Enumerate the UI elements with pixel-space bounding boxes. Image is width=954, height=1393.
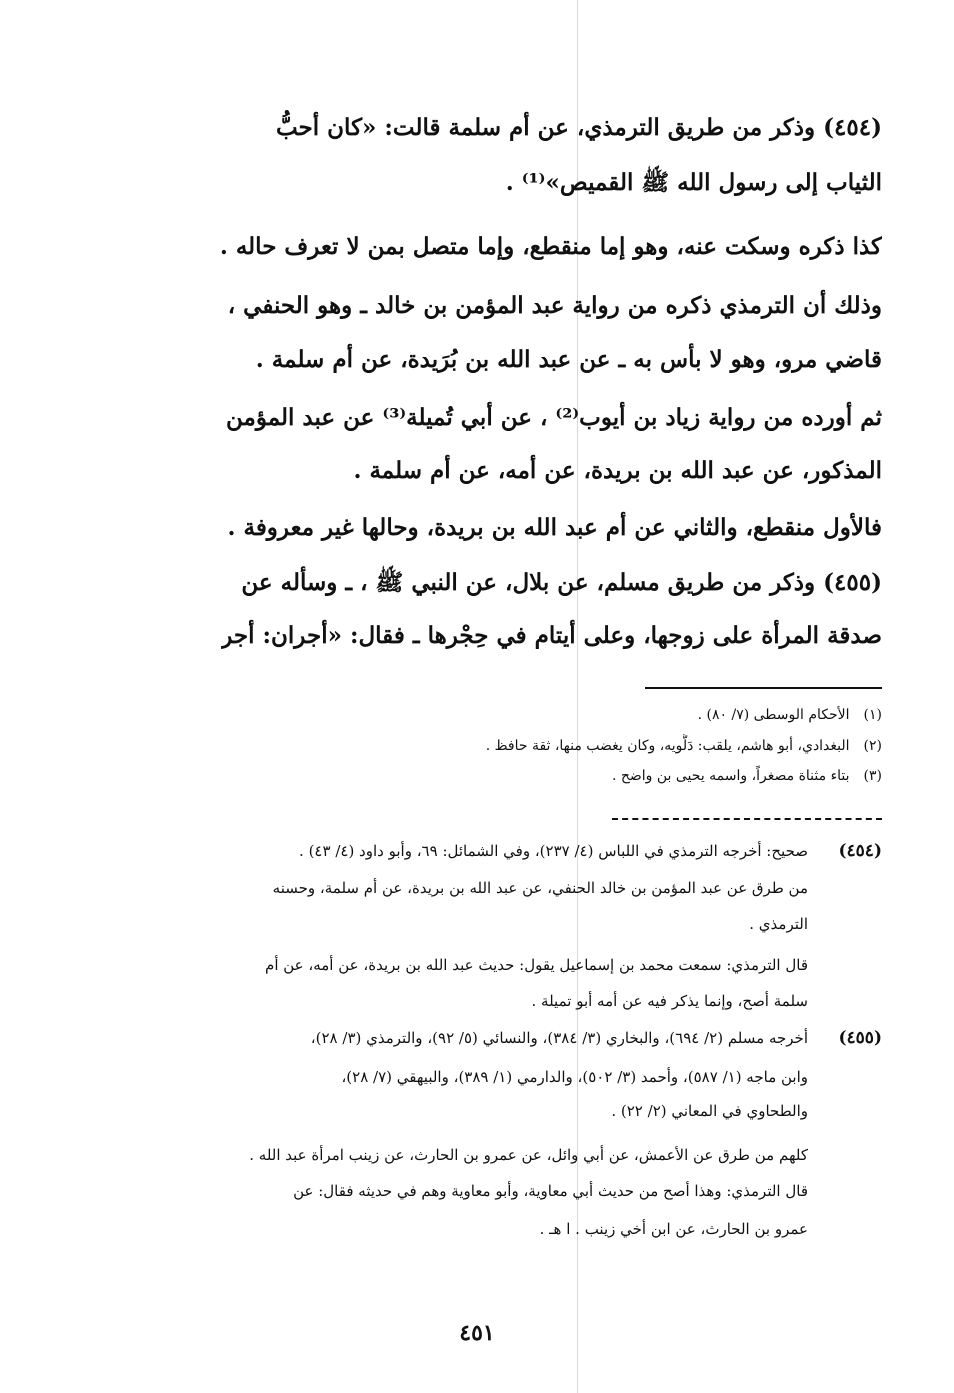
main-text-line: المذكور، عن عبد الله بن بريدة، عن أمه، عن أم سلمة . — [353, 457, 882, 484]
footnote-text: البغدادي، أبو هاشم، يلقب: دَلُّويه، وكان يغضب منها، ثقة حافظ . — [485, 738, 850, 754]
main-text-line: (٤٥٥) وذكر من طريق مسلم، عن بلال، عن النبي ﷺ ، ـ وسأله عن — [241, 569, 882, 596]
main-text-line: الثياب إلى رسول الله ﷺ القميص»⁽¹⁾ . — [505, 169, 882, 196]
page-number: ٤٥١ — [459, 1320, 495, 1346]
main-text-line: فالأول منقطع، والثاني عن أم عبد الله بن بريدة، وحالها غير معروفة . — [227, 514, 882, 541]
main-text-line: قاضي مرو، وهو لا بأس به ـ عن عبد الله بن بُرَيدة، عن أم سلمة . — [255, 346, 882, 373]
takhrij-separator — [612, 818, 882, 820]
takhrij-line: وابن ماجه (١/ ٥٨٧)، وأحمد (٣/ ٥٠٢)، والدارمي (١/ ٣٨٩)، والبيهقي (٧/ ٢٨)، — [341, 1068, 808, 1086]
takhrij-number: (٤٥٥) — [838, 1028, 882, 1048]
takhrij-line: أخرجه مسلم (٢/ ٦٩٤)، والبخاري (٣/ ٣٨٤)، والنسائي (٥/ ٩٢)، والترمذي (٣/ ٢٨)، — [310, 1029, 808, 1047]
footnote — [698, 703, 882, 727]
takhrij-line: الترمذي . — [749, 915, 808, 933]
footnote-number: (٣) — [863, 768, 882, 784]
footnote-number: (٢) — [863, 738, 882, 754]
takhrij-line: قال الترمذي: وهذا أصح من حديث أبي معاوية، وأبو معاوية وهم في حديثه فقال: عن — [293, 1182, 808, 1200]
footnote-text: الأحكام الوسطى (٧/ ٨٠) . — [697, 707, 850, 723]
main-text-line: وذلك أن الترمذي ذكره من رواية عبد المؤمن بن خالد ـ وهو الحنفي ، — [227, 292, 882, 319]
main-text-line: (٤٥٤) وذكر من طريق الترمذي، عن أم سلمة قالت: «كان أحبُّ — [275, 114, 882, 141]
main-text-line: كذا ذكره وسكت عنه، وهو إما منقطع، وإما متصل بمن لا تعرف حاله . — [219, 233, 882, 260]
takhrij-line: والطحاوي في المعاني (٢/ ٢٢) . — [611, 1102, 808, 1120]
takhrij-number: (٤٥٤) — [838, 841, 882, 861]
takhrij-line: عمرو بن الحارث، عن ابن أخي زينب . ا هـ . — [539, 1220, 808, 1238]
footnote — [486, 734, 882, 758]
footnote-separator — [645, 687, 882, 689]
footnote — [612, 764, 882, 788]
takhrij-line: من طرق عن عبد المؤمن بن خالد الحنفي، عن عبد الله بن بريدة، عن أم سلمة، وحسنه — [272, 879, 808, 897]
footnote-number: (١) — [863, 707, 882, 723]
takhrij-line: كلهم من طرق عن الأعمش، عن أبي وائل، عن عمرو بن الحارث، عن زينب امرأة عبد الله . — [249, 1146, 808, 1164]
main-text-line: صدقة المرأة على زوجها، وعلى أيتام في حِجْرها ـ فقال: «أجران: أجر — [221, 622, 882, 649]
footnote-text: بتاء مثناة مصغراً، واسمه يحيى بن واضح . — [611, 768, 850, 784]
takhrij-line: صحيح: أخرجه الترمذي في اللباس (٤/ ٢٣٧)، وفي الشمائل: ٦٩، وأبو داود (٤/ ٤٣) . — [299, 842, 808, 860]
takhrij-line: سلمة أصح، وإنما يذكر فيه عن أمه أبو تميلة . — [531, 992, 808, 1010]
main-text-line: ثم أورده من رواية زياد بن أيوب⁽²⁾ ، عن أبي تُميلة⁽³⁾ عن عبد المؤمن — [225, 404, 882, 431]
takhrij-line: قال الترمذي: سمعت محمد بن إسماعيل يقول: حديث عبد الله بن بريدة، عن أمه، عن أم — [265, 956, 808, 974]
